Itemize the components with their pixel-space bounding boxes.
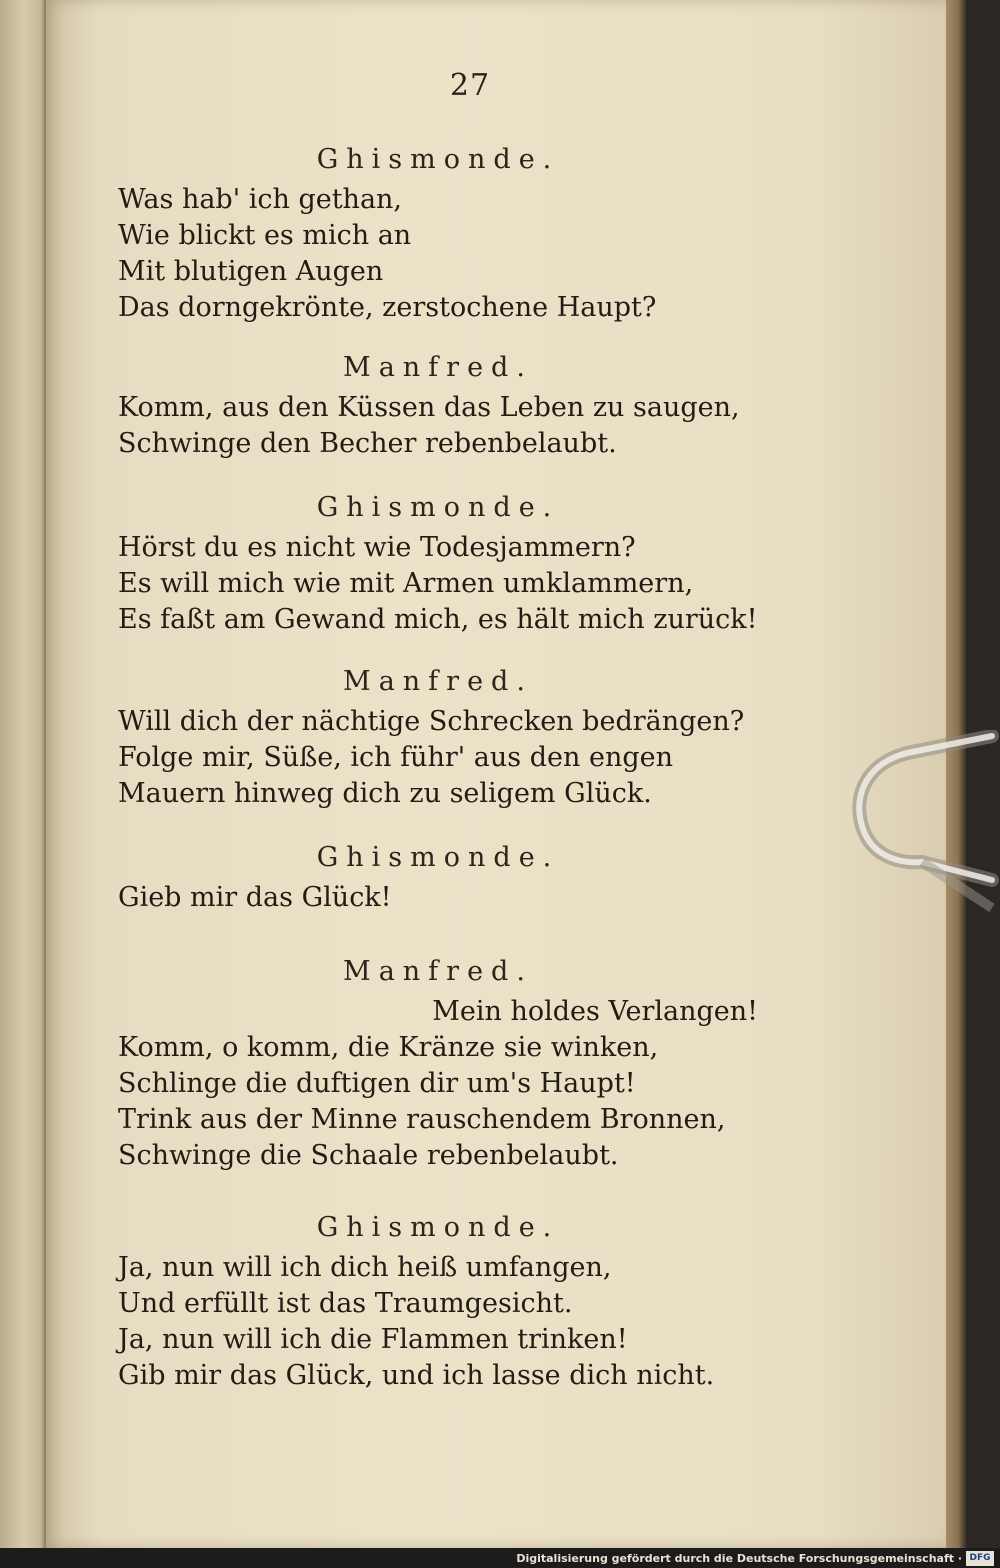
dialogue-block [118, 138, 758, 326]
speaker-name: Manfred. [343, 352, 533, 383]
verse-line: Mit blutigen Augen [118, 256, 384, 287]
dialogue-block [118, 836, 758, 916]
verse-line: Es will mich wie mit Armen umklammern, [118, 568, 694, 599]
speaker-name: Ghismonde. [316, 492, 560, 523]
verse-line: Will dich der nächtige Schrecken bedrängen? [118, 706, 745, 737]
verse-line: Folge mir, Süße, ich führ' aus den engen [118, 742, 673, 773]
speaker-name: Manfred. [343, 666, 533, 697]
verse-line: Schwinge den Becher rebenbelaubt. [118, 428, 617, 459]
speaker-name: Ghismonde. [316, 842, 560, 873]
verse-line: Komm, o komm, die Kränze sie winken, [118, 1032, 659, 1063]
dfg-logo: DFG [966, 1551, 994, 1566]
verse-line: Was hab' ich gethan, [118, 184, 403, 215]
verse-line: Schwinge die Schaale rebenbelaubt. [118, 1140, 619, 1171]
verse-line: Das dorngekrönte, zerstochene Haupt? [118, 292, 657, 323]
verse-line: Wie blickt es mich an [118, 220, 412, 251]
dialogue-block [118, 486, 758, 638]
verse-line: Gieb mir das Glück! [118, 882, 392, 913]
speaker-name: Ghismonde. [316, 1212, 560, 1243]
verse-line-right-aligned: Mein holdes Verlangen! [432, 996, 758, 1027]
verse-line: Mauern hinweg dich zu seligem Glück. [118, 778, 652, 809]
verse-line: Und erfüllt ist das Traumgesicht. [118, 1288, 573, 1319]
verse-line: Es faßt am Gewand mich, es hält mich zurück! [118, 604, 758, 635]
verse-line: Gib mir das Glück, und ich lasse dich nicht. [118, 1360, 715, 1391]
dialogue-block [118, 346, 758, 462]
speaker-name: Manfred. [343, 956, 533, 987]
verse-line: Trink aus der Minne rauschendem Bronnen, [118, 1104, 726, 1135]
speaker-name: Ghismonde. [316, 144, 560, 175]
verse-line: Hörst du es nicht wie Todesjammern? [118, 532, 636, 563]
page-number: 27 [449, 68, 491, 103]
verse-line: Schlinge die duftigen dir um's Haupt! [118, 1068, 636, 1099]
dialogue-block [118, 660, 758, 812]
verse-line: Komm, aus den Küssen das Leben zu saugen, [118, 392, 740, 423]
dialogue-block [118, 950, 758, 1174]
verse-line: Ja, nun will ich die Flammen trinken! [118, 1324, 628, 1355]
dialogue-block [118, 1206, 758, 1394]
digitization-credit: Digitalisierung gefördert durch die Deutsche Forschungsgemeinschaft · [516, 1552, 962, 1565]
previous-page-edge [0, 0, 48, 1568]
verse-line: Ja, nun will ich dich heiß umfangen, [118, 1252, 612, 1283]
page-clip-icon [852, 730, 1000, 920]
